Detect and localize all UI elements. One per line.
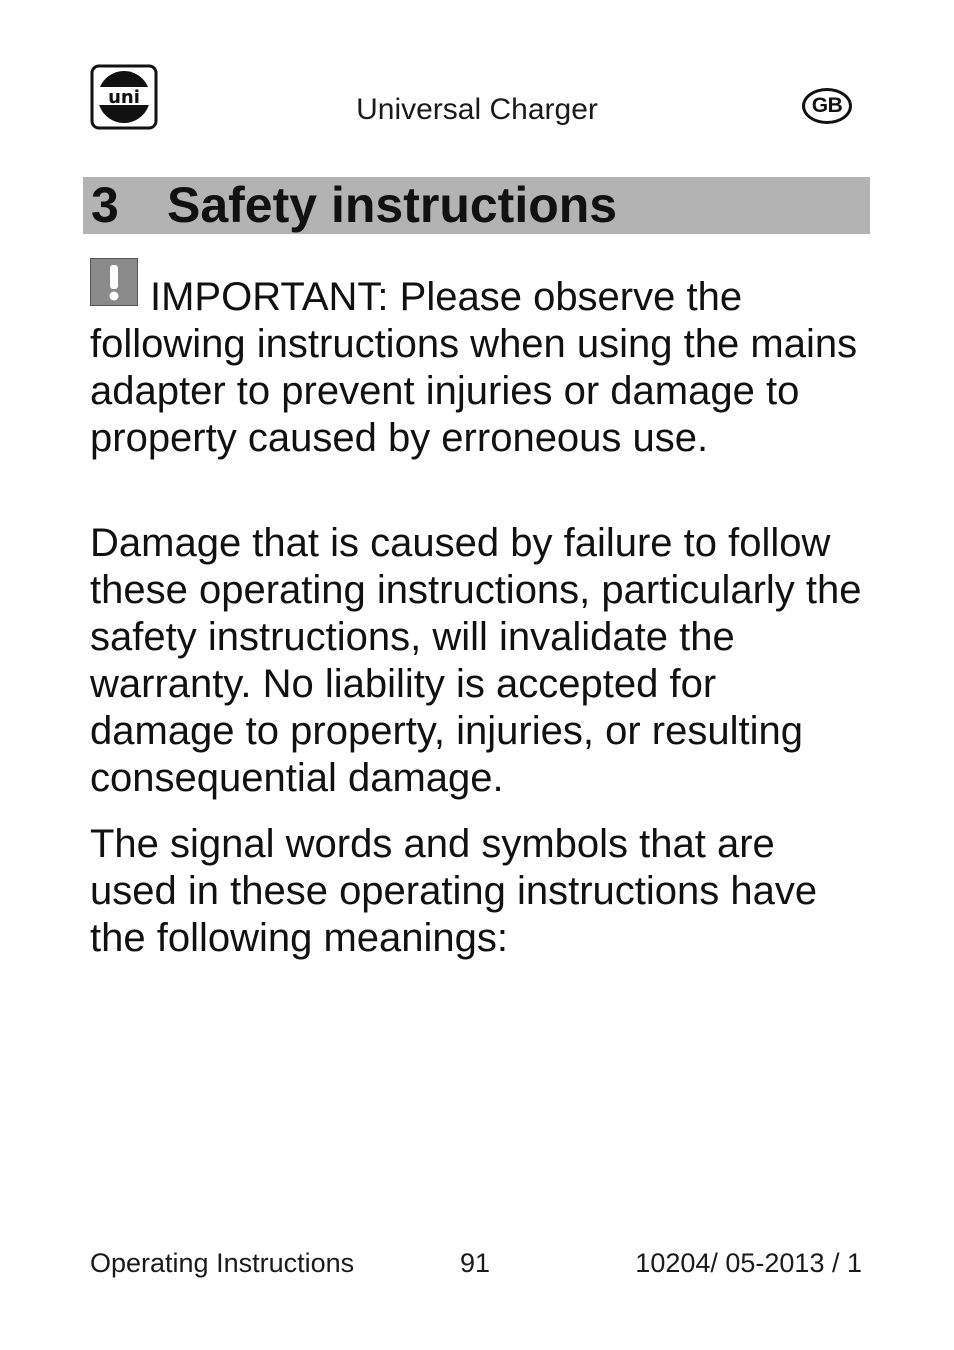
section-title: Safety instructions bbox=[167, 177, 618, 233]
section-heading bbox=[83, 177, 870, 234]
section-number: 3 bbox=[91, 177, 119, 233]
svg-text:uni: uni bbox=[108, 87, 140, 108]
footer-page-number: 91 bbox=[460, 1248, 491, 1278]
signal-words-paragraph: The signal words and symbols that are used in these operating instructions have the following meanings: bbox=[90, 822, 818, 960]
warranty-paragraph: Damage that is caused by failure to follow these operating instructions, particularly the safety instructions, will invalidate the warranty. No liability is accepted for damage to property, injuries, or resulting consequential damage. bbox=[90, 521, 862, 800]
language-badge: GB bbox=[802, 88, 852, 124]
footer-document-title: Operating Instructions bbox=[90, 1248, 355, 1278]
signal-words-paragraph-block bbox=[90, 821, 870, 962]
footer-document-code: 10204/ 05-2013 / 1 bbox=[635, 1248, 862, 1278]
important-notice bbox=[90, 266, 870, 462]
exclamation-warning-icon bbox=[90, 258, 138, 306]
warranty-paragraph-block bbox=[90, 520, 870, 802]
important-paragraph: IMPORTANT: Please observe the following instructions when using the mains adapter to prevent injuries or damage to property caused by erroneous use. bbox=[90, 275, 858, 460]
header-title: Universal Charger bbox=[356, 93, 598, 126]
